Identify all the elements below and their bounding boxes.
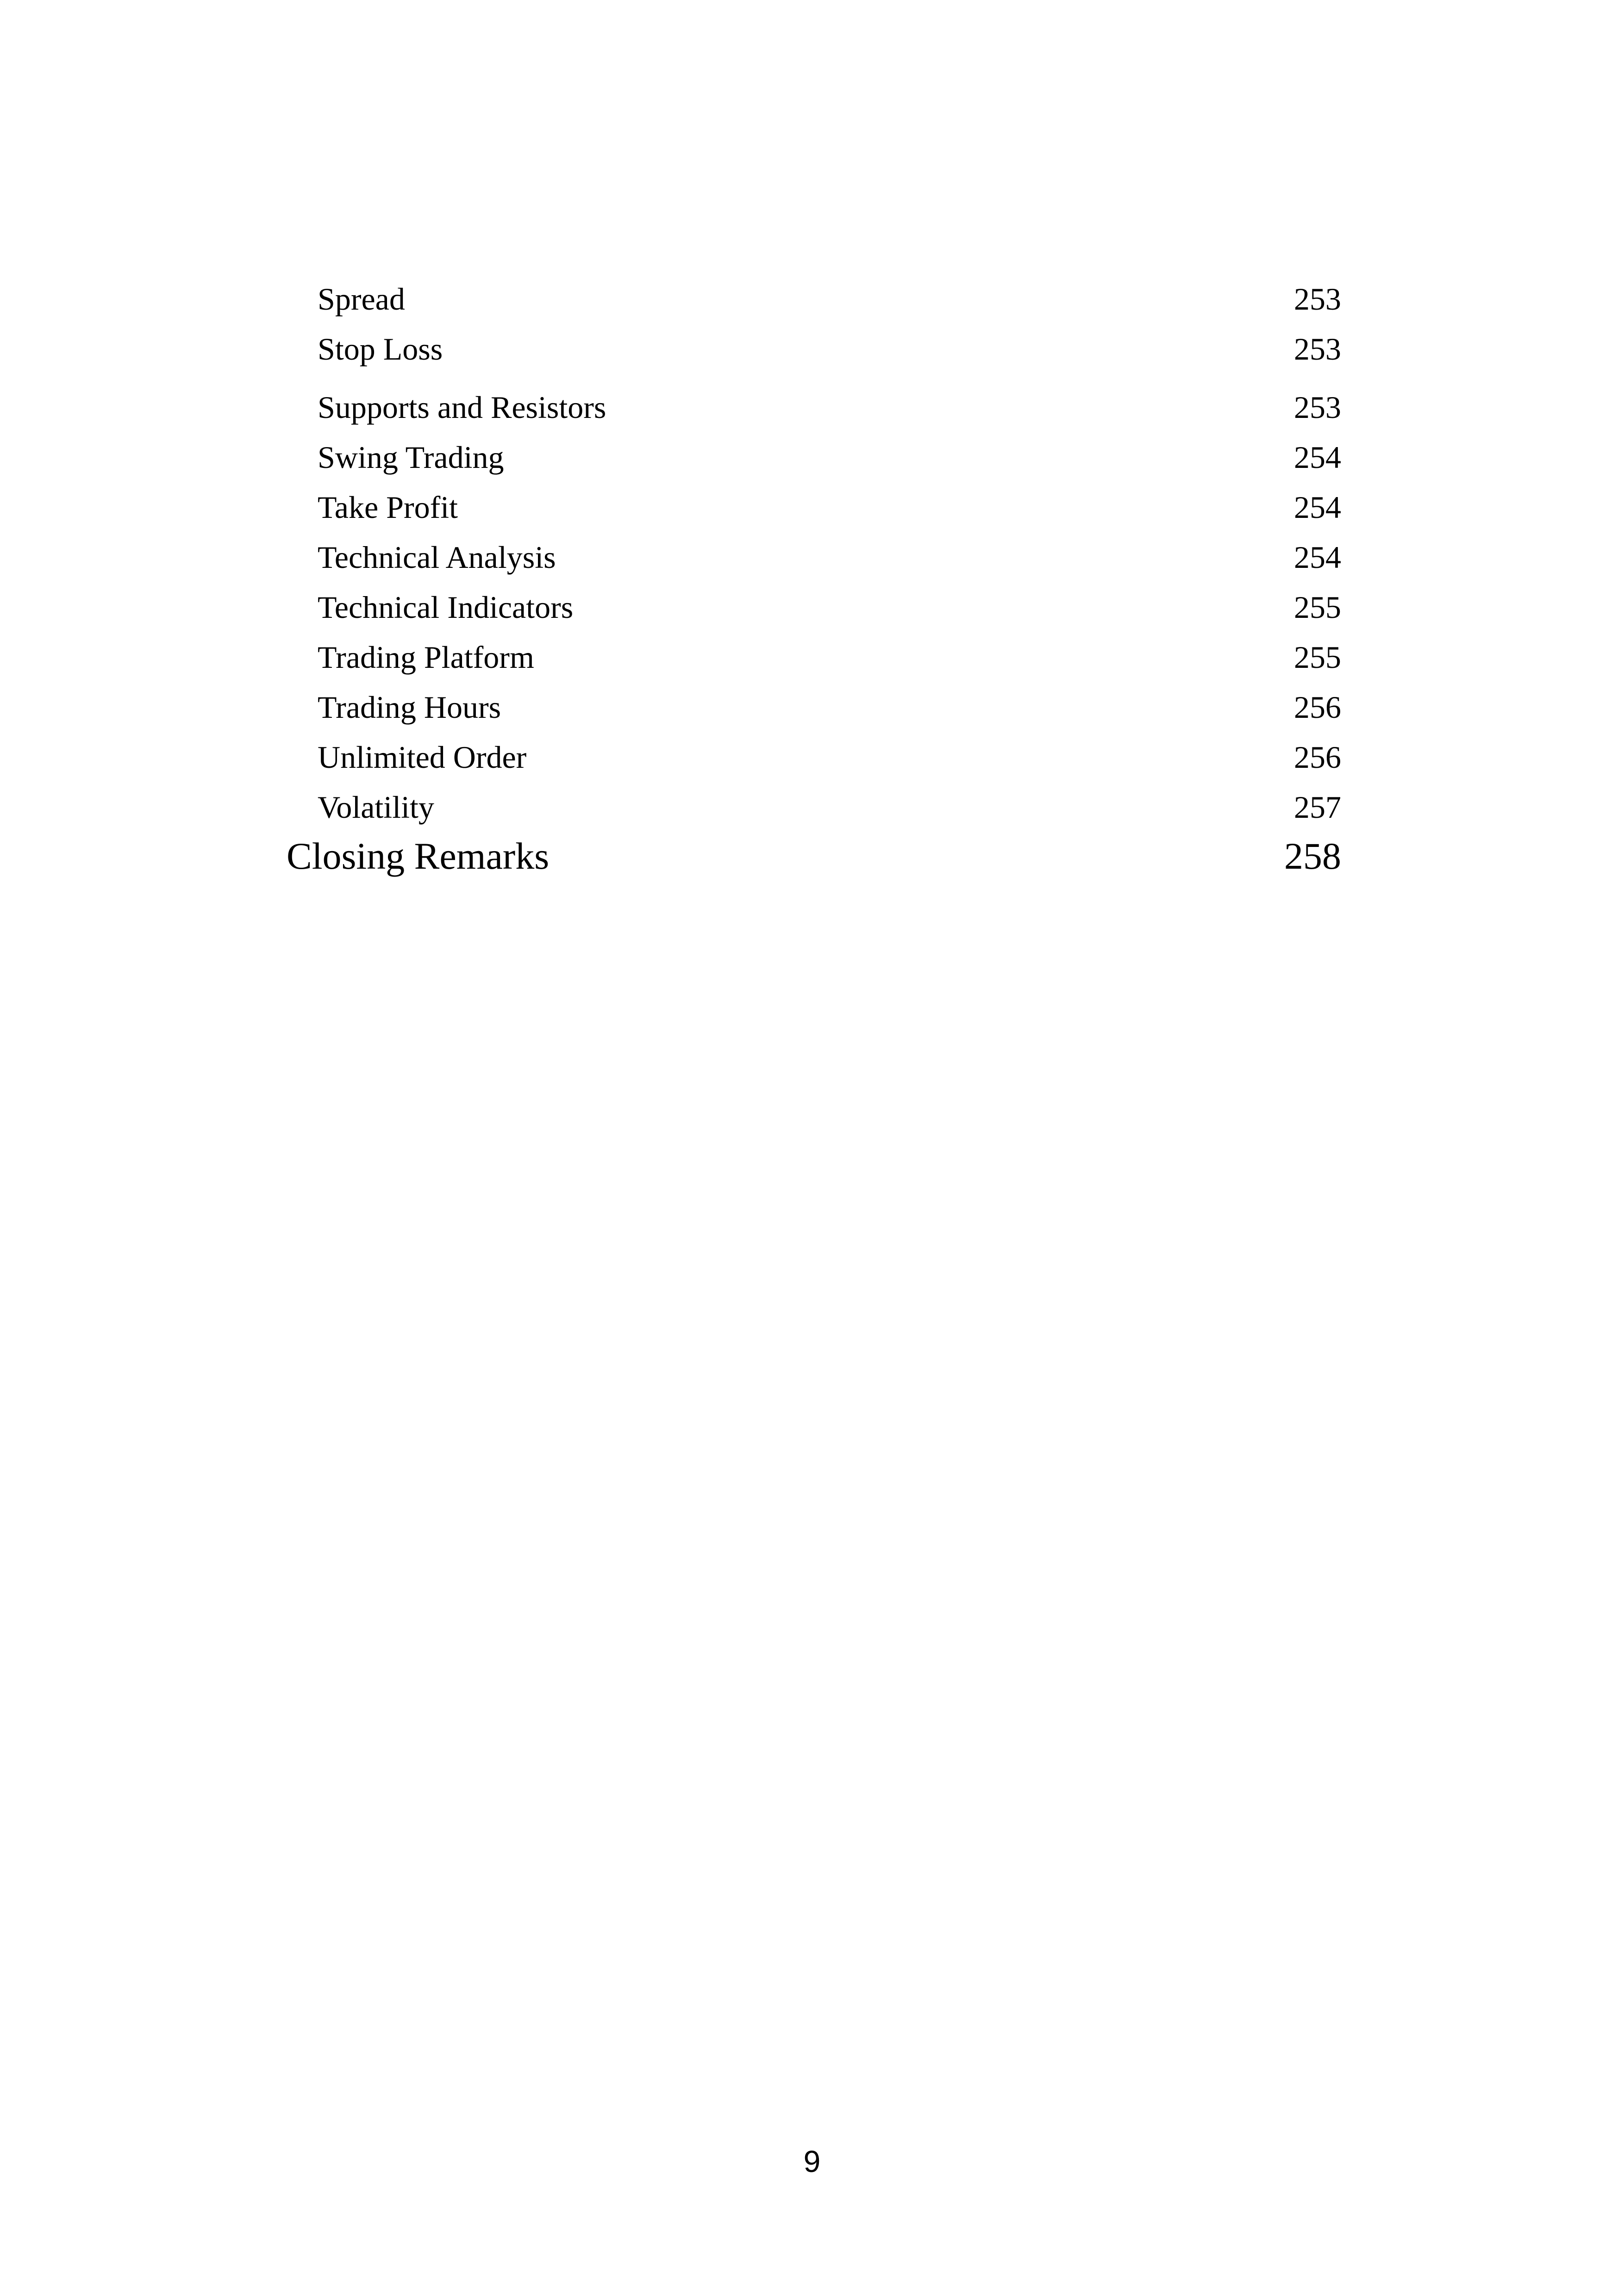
toc-entry-label: Take Profit — [318, 490, 458, 525]
toc-entry-page: 254 — [1294, 440, 1341, 475]
toc-entry-page: 253 — [1294, 331, 1341, 367]
toc-entry-label: Supports and Resistors — [318, 390, 606, 425]
toc-entry[interactable] — [318, 736, 1341, 778]
toc-entry-page: 253 — [1294, 281, 1341, 317]
toc-entry-label: Technical Indicators — [318, 590, 574, 625]
toc-entry-label: Trading Hours — [318, 690, 501, 725]
toc-entry-page: 254 — [1294, 490, 1341, 525]
toc-entry-label: Volatility — [318, 790, 434, 825]
toc-entry[interactable] — [318, 786, 1341, 828]
toc-entry-label: Stop Loss — [318, 331, 443, 367]
toc-entry-page: 253 — [1294, 390, 1341, 425]
page-number: 9 — [803, 2144, 821, 2178]
toc-entry[interactable] — [318, 328, 1341, 370]
toc-entry[interactable] — [318, 436, 1341, 478]
toc-entry[interactable] — [318, 278, 1341, 320]
toc-entry-page: 255 — [1294, 590, 1341, 625]
toc-entry-label: Swing Trading — [318, 440, 504, 475]
table-of-contents — [0, 0, 1624, 926]
toc-entry[interactable] — [318, 636, 1341, 678]
toc-entry-label: Unlimited Order — [318, 740, 527, 775]
toc-chapter-entry[interactable] — [287, 833, 1341, 879]
toc-entry[interactable] — [318, 586, 1341, 628]
toc-entry-page: 256 — [1294, 690, 1341, 725]
toc-chapter-page: 258 — [1284, 835, 1341, 877]
toc-entry[interactable] — [318, 486, 1341, 528]
toc-entry-label: Technical Analysis — [318, 540, 556, 575]
toc-entry-page: 256 — [1294, 740, 1341, 775]
toc-entry-page: 257 — [1294, 790, 1341, 825]
toc-entry[interactable] — [318, 386, 1341, 428]
toc-entry-page: 254 — [1294, 540, 1341, 575]
toc-entry[interactable] — [318, 536, 1341, 578]
toc-entry-label: Spread — [318, 281, 405, 317]
toc-entry[interactable] — [318, 686, 1341, 728]
toc-entry-label: Trading Platform — [318, 640, 534, 675]
toc-entry-page: 255 — [1294, 640, 1341, 675]
toc-chapter-label: Closing Remarks — [287, 835, 550, 877]
